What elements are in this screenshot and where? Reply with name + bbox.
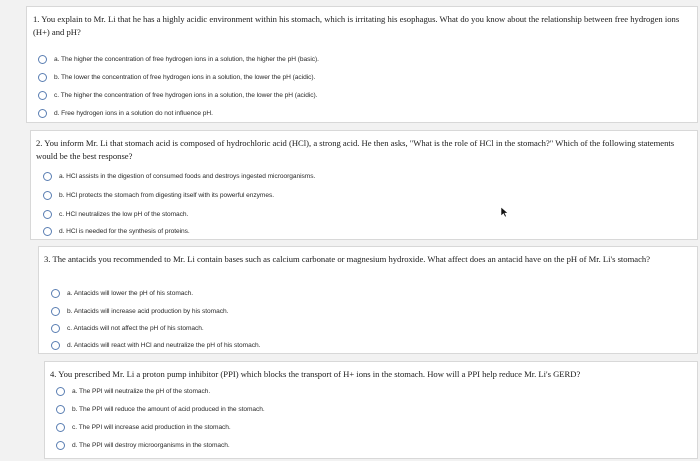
option-label: c. The PPI will increase acid production in the stomach. bbox=[72, 423, 231, 431]
option-label: a. HCl assists in the digestion of consumed foods and destroys ingested microorganisms. bbox=[59, 172, 316, 180]
question-2-option-a[interactable] bbox=[43, 169, 315, 183]
question-2-card bbox=[30, 130, 698, 240]
question-3-card bbox=[38, 246, 698, 354]
question-2-option-d[interactable] bbox=[43, 224, 190, 238]
radio-button[interactable] bbox=[56, 423, 65, 432]
option-label: c. The higher the concentration of free hydrogen ions in a solution, the lower the pH (acidic). bbox=[54, 91, 318, 99]
radio-button[interactable] bbox=[51, 341, 60, 350]
question-2-text: 2. You inform Mr. Li that stomach acid is composed of hydrochloric acid (HCl), a strong acid. He then asks, "What is the role of HCl in the stomach?" Which of the following statements would be the best response? bbox=[36, 138, 675, 161]
question-3-text: 3. The antacids you recommended to Mr. Li contain bases such as calcium carbonate or magnesium hydroxide. What affect does an antacid have on the pH of Mr. Li's stomach? bbox=[44, 254, 651, 264]
question-1-option-a[interactable] bbox=[38, 52, 319, 66]
question-4-option-b[interactable] bbox=[56, 402, 265, 416]
question-4-option-d[interactable] bbox=[56, 438, 230, 452]
option-label: a. The higher the concentration of free hydrogen ions in a solution, the higher the pH (basic). bbox=[54, 55, 319, 63]
option-label: b. HCl protects the stomach from digesting itself with its powerful enzymes. bbox=[59, 191, 274, 199]
radio-button[interactable] bbox=[56, 441, 65, 450]
option-label: b. The PPI will reduce the amount of acid produced in the stomach. bbox=[72, 405, 265, 413]
option-label: d. The PPI will destroy microorganisms in the stomach. bbox=[72, 441, 230, 449]
question-1-card bbox=[26, 6, 698, 123]
option-label: a. The PPI will neutralize the pH of the stomach. bbox=[72, 387, 211, 395]
radio-button[interactable] bbox=[38, 55, 47, 64]
mouse-pointer-icon-shape bbox=[500, 206, 510, 218]
question-1-option-d[interactable] bbox=[38, 106, 213, 120]
radio-button[interactable] bbox=[43, 227, 52, 236]
question-1-option-b[interactable] bbox=[38, 70, 315, 84]
option-label: c. HCl neutralizes the low pH of the stomach. bbox=[59, 210, 189, 218]
question-2-option-b[interactable] bbox=[43, 188, 274, 202]
radio-button[interactable] bbox=[43, 172, 52, 181]
radio-button[interactable] bbox=[56, 387, 65, 396]
radio-button[interactable] bbox=[38, 73, 47, 82]
question-4-card bbox=[44, 361, 698, 459]
question-3-option-c[interactable] bbox=[51, 321, 204, 335]
option-label: b. The lower the concentration of free hydrogen ions in a solution, the lower the pH (acidic). bbox=[54, 73, 316, 81]
question-3-option-a[interactable] bbox=[51, 286, 193, 300]
question-3-option-b[interactable] bbox=[51, 304, 228, 318]
radio-button[interactable] bbox=[51, 289, 60, 298]
question-2-option-c[interactable] bbox=[43, 207, 188, 221]
question-4-text: 4. You prescribed Mr. Li a proton pump inhibitor (PPI) which blocks the transport of H+ ions in the stomach. How will a PPI help reduce Mr. Li's GERD? bbox=[50, 369, 581, 379]
option-label: d. Free hydrogen ions in a solution do not influence pH. bbox=[54, 109, 213, 117]
question-4-option-a[interactable] bbox=[56, 384, 210, 398]
question-1-text: 1. You explain to Mr. Li that he has a highly acidic environment within his stomach, which is irritating his esophagus. What do you know about the relationship between free hydrogen ions (H+) and pH? bbox=[33, 14, 680, 37]
option-label: d. Antacids will react with HCl and neutralize the pH of his stomach. bbox=[67, 341, 261, 349]
radio-button[interactable] bbox=[51, 307, 60, 316]
radio-button[interactable] bbox=[43, 210, 52, 219]
option-label: c. Antacids will not affect the pH of his stomach. bbox=[67, 324, 204, 332]
radio-button[interactable] bbox=[51, 324, 60, 333]
radio-button[interactable] bbox=[43, 191, 52, 200]
question-3-option-d[interactable] bbox=[51, 338, 260, 352]
radio-button[interactable] bbox=[56, 405, 65, 414]
question-1-option-c[interactable] bbox=[38, 88, 317, 102]
radio-button[interactable] bbox=[38, 109, 47, 118]
option-label: d. HCl is needed for the synthesis of proteins. bbox=[59, 227, 190, 235]
option-label: a. Antacids will lower the pH of his stomach. bbox=[67, 289, 194, 297]
question-4-option-c[interactable] bbox=[56, 420, 231, 434]
radio-button[interactable] bbox=[38, 91, 47, 100]
option-label: b. Antacids will increase acid production by his stomach. bbox=[67, 307, 229, 315]
